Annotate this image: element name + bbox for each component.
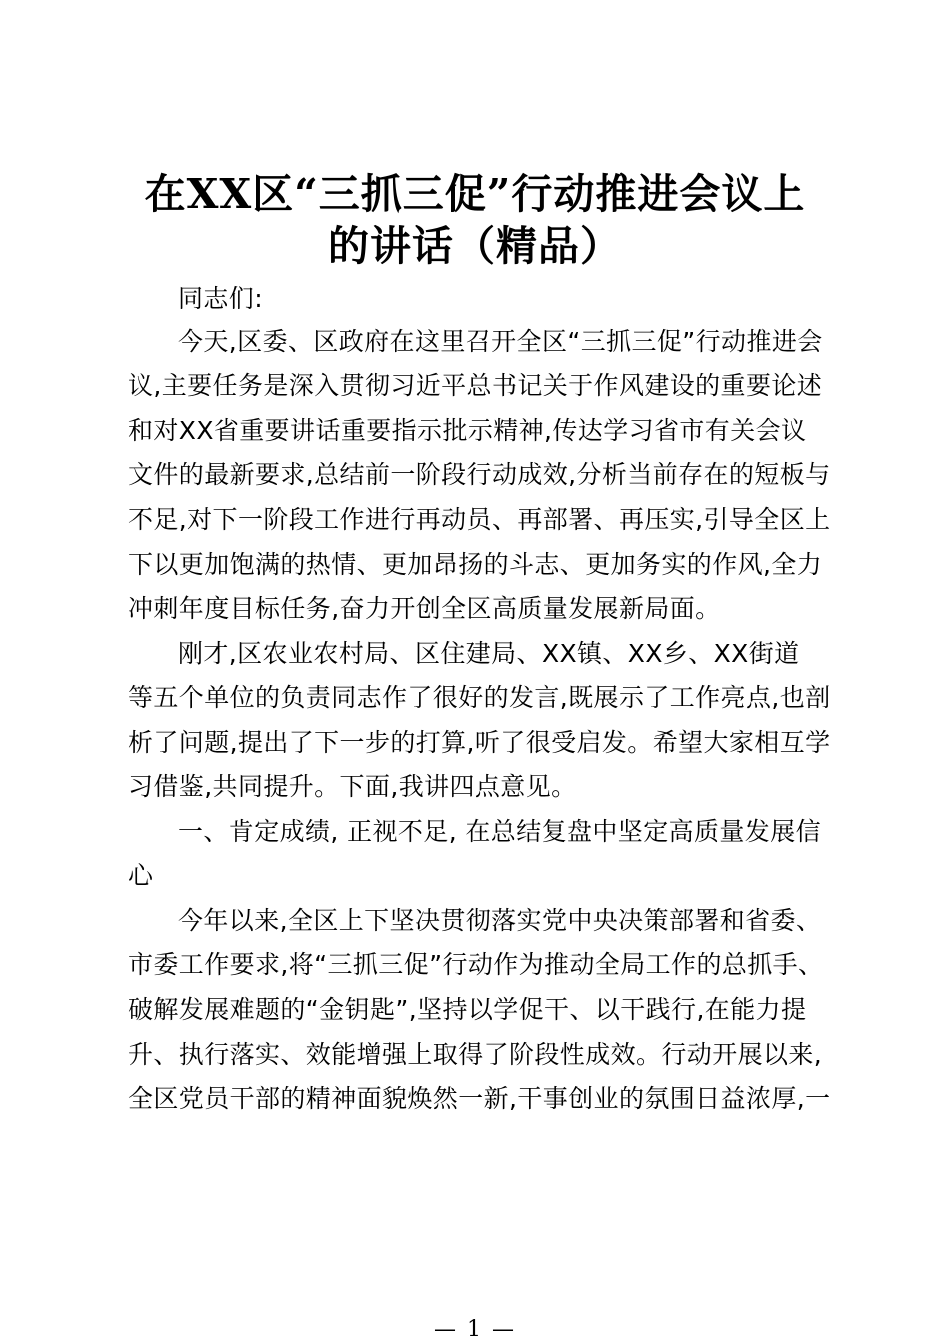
paragraph-line: 今天,区委、区政府在这里召开全区“三抓三促”行动推进会 (178, 327, 823, 356)
salutation: 同志们: (178, 284, 264, 313)
section-heading: 一、肯定成绩, 正视不足, 在总结复盘中坚定高质量发展信 (178, 817, 821, 846)
paragraph-line: 不足,对下一阶段工作进行再动员、再部署、再压实,引导全区上 (128, 505, 831, 534)
paragraph-line: 析了问题,提出了下一步的打算,听了很受启发。希望大家相互学 (128, 728, 831, 757)
paragraph-line: 刚才,区农业农村局、区住建局、XX镇、XX乡、XX街道 (178, 639, 800, 668)
paragraph-line: 冲刺年度目标任务,奋力开创全区高质量发展新局面。 (128, 594, 721, 623)
paragraph-line: 今年以来,全区上下坚决贯彻落实党中央决策部署和省委、 (178, 906, 822, 935)
paragraph-line: 文件的最新要求,总结前一阶段行动成效,分析当前存在的短板与 (128, 460, 831, 489)
paragraph-line: 市委工作要求,将“三抓三促”行动作为推动全局工作的总抓手、 (128, 950, 824, 979)
paragraph-line: 议,主要任务是深入贯彻习近平总书记关于作风建设的重要论述 (128, 371, 823, 400)
paragraph-line: 和对XX省重要讲话重要指示批示精神,传达学习省市有关会议 (128, 416, 807, 445)
section-heading-continuation: 心 (128, 861, 154, 890)
document-title-line-2: 的讲话（精品） (328, 222, 622, 270)
paragraph-line: 升、执行落实、效能增强上取得了阶段性成效。行动开展以来, (128, 1040, 823, 1069)
page-number: — 1 — (434, 1317, 516, 1342)
paragraph-line: 下以更加饱满的热情、更加昂扬的斗志、更加务实的作风,全力 (128, 550, 823, 579)
document-title-line-1: 在XX区“三抓三促”行动推进会议上 (144, 170, 806, 218)
paragraph-line: 破解发展难题的“金钥匙”,坚持以学促干、以干践行,在能力提 (128, 995, 807, 1024)
paragraph-line: 全区党员干部的精神面貌焕然一新,干事创业的氛围日益浓厚,一 (128, 1084, 831, 1113)
paragraph-line: 习借鉴,共同提升。下面,我讲四点意见。 (128, 772, 577, 801)
paragraph-line: 等五个单位的负责同志作了很好的发言,既展示了工作亮点,也剖 (128, 683, 831, 712)
